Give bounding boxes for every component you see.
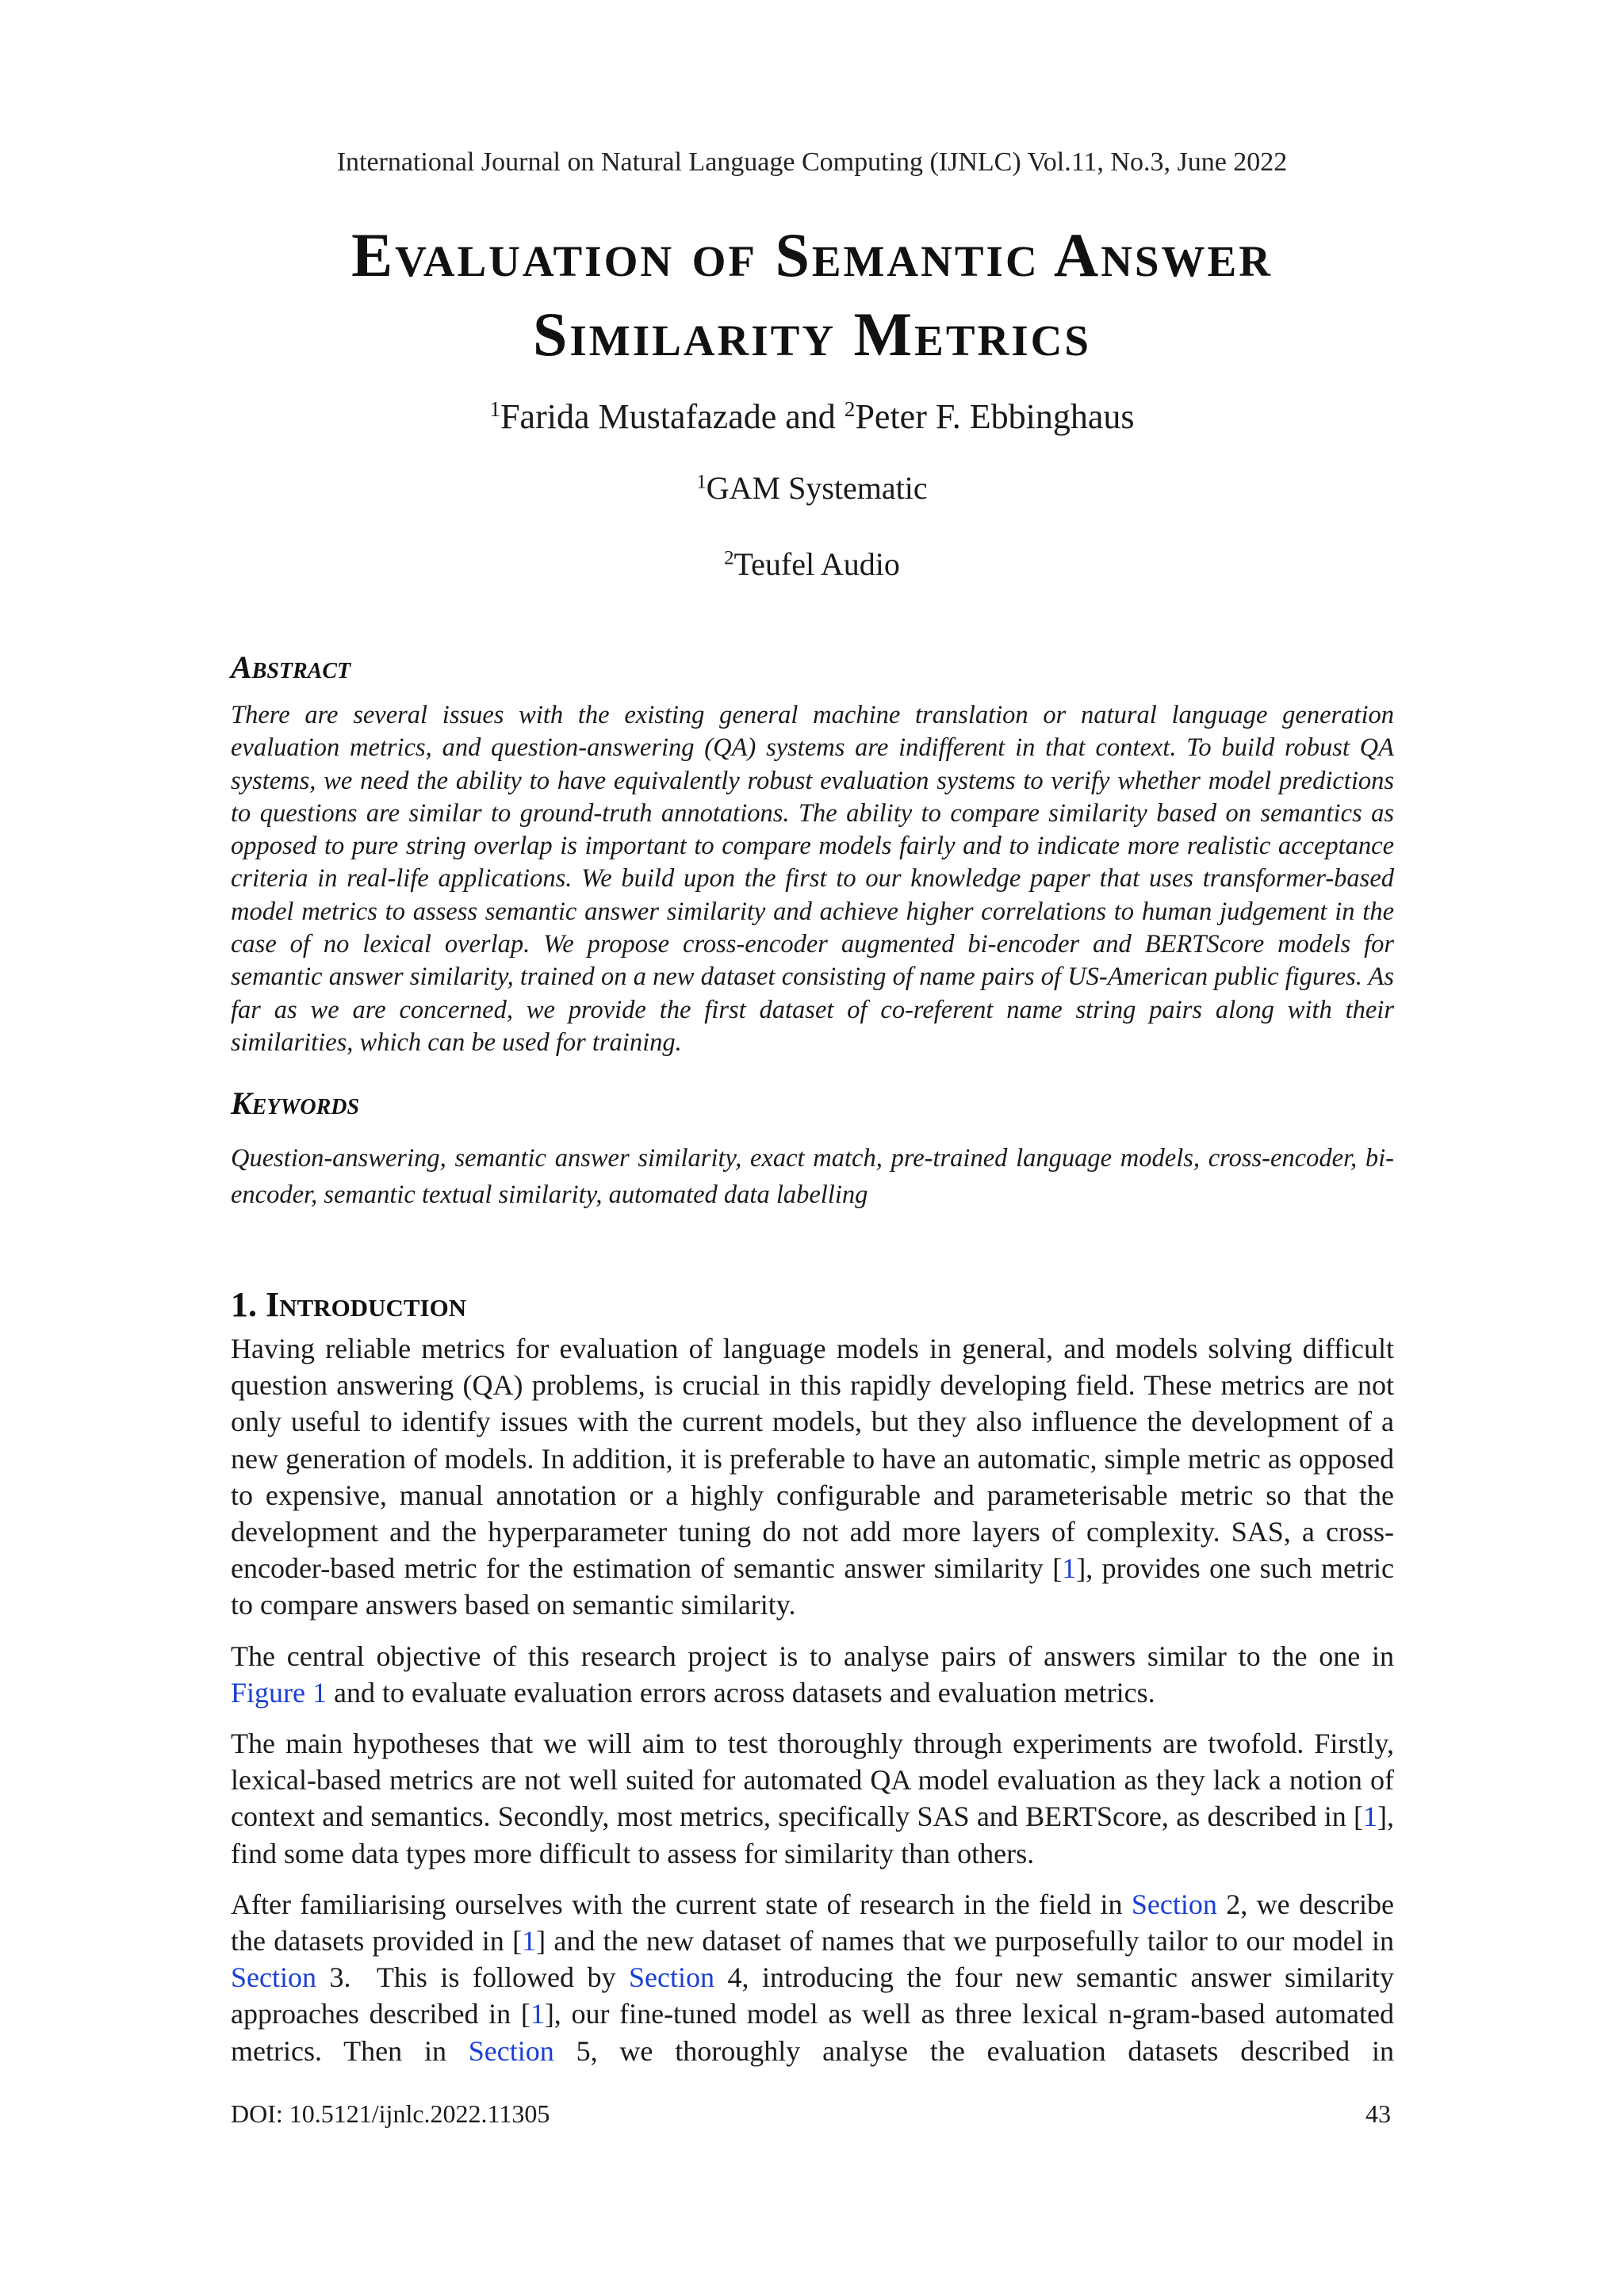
intro-p1-text-a: Having reliable metrics for evaluation of language models in general, and models solving difficult question answering (QA) problems, is crucial in this rapidly developing field. These metrics are not only useful to identify issues with the current models, but they also influence the development of a new generation of models. In addition, it is preferable to have an automatic, simple metric as opposed to expensive, manual annotation or a highly configurable and parameterisable metric so that the development and the hyperparameter tuning do not add more layers of complexity. SAS, a cross-encoder-based metric for the estimation of semantic answer similarity [ <box>231 1333 1394 1585</box>
intro-p4-text-g: 5, we thoroughly analyse the evaluation datasets described in <box>553 2034 1394 2067</box>
authors-conjunction: and <box>776 397 845 436</box>
citation-link[interactable]: 1 <box>1363 1800 1377 1833</box>
affiliation-2-marker: 2 <box>724 547 734 569</box>
affiliation-2 <box>0 545 1624 583</box>
intro-p4-text-d: 3. This is followed by <box>316 1961 629 1994</box>
intro-p2-text-b: and to evaluate evaluation errors across datasets and evaluation metrics. <box>327 1676 1155 1709</box>
intro-p4-text-a: After familiarising ourselves with the current state of research in the field in <box>231 1888 1132 1920</box>
author-1-name: Farida Mustafazade <box>500 397 777 436</box>
author-1-affil-marker: 1 <box>489 397 501 421</box>
intro-paragraph-1 <box>231 1330 1394 1624</box>
intro-p4-text-b: 2, we describe the datasets provided in [ <box>231 1888 1395 1957</box>
title-line-1: Evaluation of Semantic Answer <box>351 220 1273 289</box>
introduction-heading: 1. Introduction <box>231 1285 467 1324</box>
keywords-heading: Keywords <box>231 1085 360 1121</box>
section-link[interactable]: Section <box>231 1961 316 1994</box>
affiliation-2-name: Teufel Audio <box>733 546 900 582</box>
intro-p1-text-b: ], provides one such metric to compare answers based on semantic similarity. <box>231 1552 1394 1621</box>
intro-paragraph-4 <box>231 1886 1394 2069</box>
figure-link[interactable]: Figure 1 <box>231 1676 327 1709</box>
intro-p4-text-e: 4, introducing the four new semantic answer similarity approaches described in [ <box>231 1961 1394 2030</box>
title-line-2: Similarity Metrics <box>533 300 1091 369</box>
intro-paragraph-2 <box>231 1638 1394 1711</box>
intro-p4-text-c: ] and the new dataset of names that we purposefully tailor to our model in <box>536 1925 1394 1957</box>
affiliation-1-marker: 1 <box>696 471 707 493</box>
paper-title <box>0 216 1624 374</box>
abstract-text: There are several issues with the existing general machine translation or natural language generation evaluation metrics, and question-answering (QA) systems are indifferent in that context. To build robust QA systems, we need the ability to have equivalently robust evaluation systems to verify whether model predictions to questions are similar to ground-truth annotations. The ability to compare similarity based on semantics as opposed to pure string overlap is important to compare models fairly and to indicate more realistic acceptance criteria in real-life applications. We build upon the first to our knowledge paper that uses transformer-based model metrics to assess semantic answer similarity and achieve higher correlations to human judgement in the case of no lexical overlap. We propose cross-encoder augmented bi-encoder and BERTScore models for semantic answer similarity, trained on a new dataset consisting of name pairs of US-American public figures. As far as we are concerned, we provide the first dataset of co-referent name string pairs along with their similarities, which can be used for training. <box>231 701 1394 1057</box>
page-number: 43 <box>1365 2099 1391 2128</box>
intro-p3-text-a: The main hypotheses that we will aim to test thoroughly through experiments are twofold. Firstly, lexical-based metrics are not well suited for automated QA model evaluation as they lack a notion of context and semantics. Secondly, most metrics, specifically SAS and BERTScore, as described in [ <box>231 1728 1394 1833</box>
intro-p2-text-a: The central objective of this research project is to analyse pairs of answers similar to the one in <box>231 1640 1394 1672</box>
citation-link[interactable]: 1 <box>1062 1552 1077 1585</box>
introduction-body <box>231 1330 1394 2084</box>
affiliation-1-name: GAM Systematic <box>706 470 928 506</box>
running-header: International Journal on Natural Language Computing (IJNLC) Vol.11, No.3, June 2022 <box>336 147 1288 177</box>
citation-link[interactable]: 1 <box>530 1998 545 2030</box>
citation-link[interactable]: 1 <box>522 1925 537 1957</box>
author-2-name: Peter F. Ebbinghaus <box>855 397 1135 436</box>
footer-doi: DOI: 10.5121/ijnlc.2022.11305 <box>231 2099 550 2128</box>
intro-p4-text-f: ], our fine-tuned model as well as three lexical n-gram-based automated metrics. Then in <box>231 1998 1394 2067</box>
intro-paragraph-3 <box>231 1725 1394 1872</box>
authors <box>0 396 1624 437</box>
intro-p3-text-b: ], find some data types more difficult to assess for similarity than others. <box>231 1800 1394 1869</box>
keywords-text: Question-answering, semantic answer similarity, exact match, pre-trained language models, cross-encoder, bi-encoder, semantic textual similarity, automated data labelling <box>231 1144 1394 1209</box>
author-2-affil-marker: 2 <box>844 397 856 421</box>
affiliation-1 <box>0 469 1624 507</box>
section-link[interactable]: Section <box>468 2034 554 2067</box>
abstract-heading: Abstract <box>231 649 351 685</box>
section-link[interactable]: Section <box>629 1961 714 1994</box>
section-link[interactable]: Section <box>1131 1888 1217 1920</box>
